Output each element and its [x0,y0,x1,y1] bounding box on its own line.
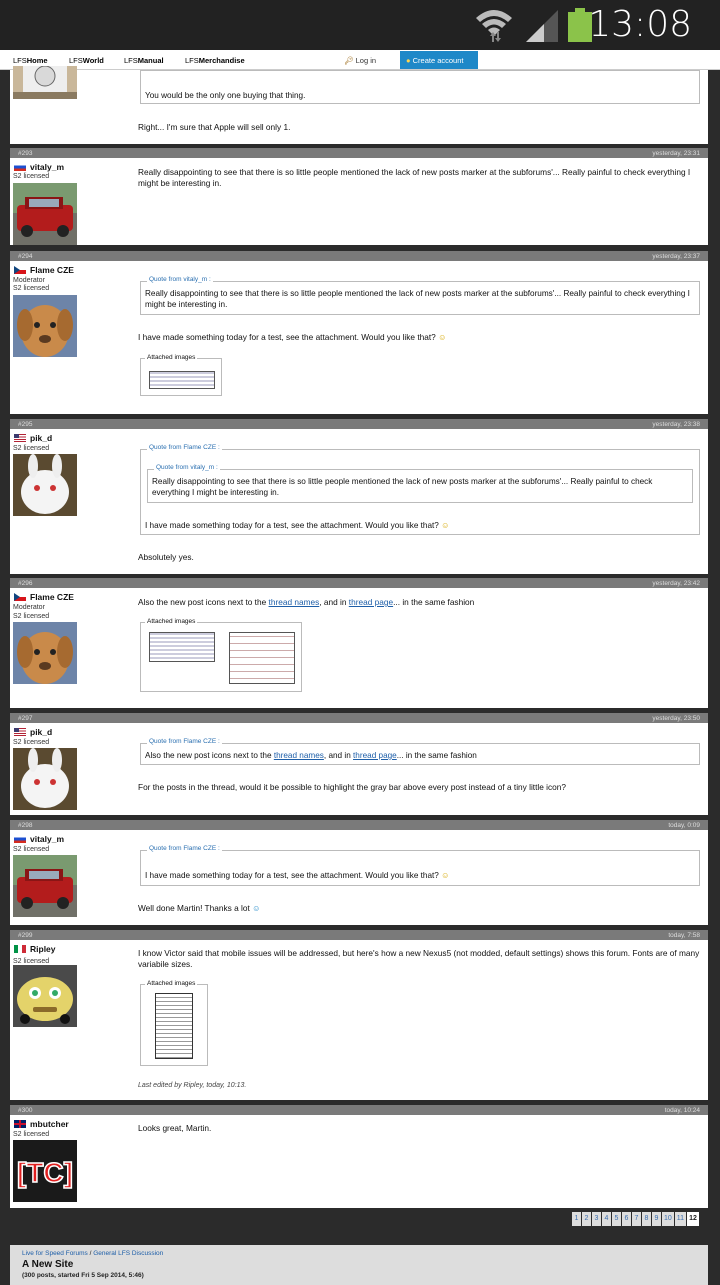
avatar[interactable] [13,454,77,516]
post-header [10,251,708,261]
post-number[interactable]: #294 [18,253,33,260]
post-header [10,578,708,588]
username[interactable]: vitaly_m [14,162,64,172]
post-author-panel [10,158,134,245]
smile-icon: ☺ [441,521,450,530]
top-navigation [0,50,720,70]
username[interactable]: mbutcher [14,1119,69,1129]
usa-flag-icon [14,434,26,442]
post-text: Absolutely yes. [138,552,194,562]
post-time: yesterday, 23:38 [652,421,700,428]
post-number[interactable]: #296 [18,580,33,587]
avatar[interactable] [13,965,77,1027]
post-text: Also the new post icons next to the thread names, and in thread page... in the same fashion [138,597,475,607]
user-role: Moderator [13,604,45,611]
avatar[interactable] [13,855,77,917]
user-role: S2 licensed [13,613,50,620]
thread-names-link[interactable]: thread names [268,597,320,607]
post-number[interactable]: #293 [18,150,33,157]
page-link[interactable]: 3 [592,1212,601,1226]
attachments-label: Attached images [147,618,196,625]
nav-home[interactable]: LFSHome [13,56,48,65]
post-header [10,820,708,830]
attachments-label: Attached images [147,354,196,361]
post-time: yesterday, 23:37 [652,253,700,260]
post-number[interactable]: #299 [18,932,33,939]
nav-manual[interactable]: LFSManual [124,56,164,65]
attachments-label: Attached images [147,980,196,987]
signal-icon [524,8,560,42]
nested-quote-block [147,464,693,503]
subforum-link[interactable]: General LFS Discussion [93,1250,164,1257]
post-author-panel [10,723,134,815]
post-header [10,1105,708,1115]
post-body [134,830,708,925]
post-author-panel [10,429,134,574]
avatar[interactable] [13,183,77,245]
page-link[interactable]: 5 [612,1212,621,1226]
user-role: S2 licensed [13,846,50,853]
username[interactable]: pik_d [14,727,52,737]
russia-flag-icon [14,835,26,843]
attachment-thumbnail[interactable] [149,371,215,389]
post-body [134,940,708,1100]
key-icon: 🔑︎ [344,56,354,65]
page-link[interactable]: 1 [572,1212,581,1226]
post-number[interactable]: #298 [18,822,33,829]
user-role: S2 licensed [13,1131,50,1138]
attachment-thumbnail[interactable] [149,632,215,662]
post-text: Right... I'm sure that Apple will sell only 1. [138,122,291,132]
post-time: today, 7:58 [668,932,700,939]
thread-title: A New Site [22,1259,74,1270]
login-link[interactable]: 🔑︎ Log in [344,56,377,65]
username[interactable]: Flame CZE [14,265,74,275]
post-body [134,588,708,708]
status-bar [0,0,720,50]
page-link[interactable]: 11 [675,1212,686,1226]
user-role: S2 licensed [13,739,50,746]
quote-block [140,276,700,315]
breadcrumb-path [22,1250,163,1257]
attachments-box [140,618,302,692]
thread-page-link[interactable]: thread page [348,597,394,607]
post-number[interactable]: #297 [18,715,33,722]
thread-page-link[interactable]: thread page [353,751,397,760]
post-header [10,148,708,158]
quote-text: Also the new post icons next to the thread names, and in thread page... in the same fashion [145,751,477,760]
post-author-panel [10,70,134,144]
post-body [134,1115,708,1208]
nav-world[interactable]: LFSWorld [69,56,104,65]
page-link[interactable]: 7 [632,1212,641,1226]
post-text: Well done Martin! Thanks a lot ☺ [138,903,261,913]
czech-flag-icon [14,593,26,601]
post-number[interactable]: #295 [18,421,33,428]
post-time: today, 10:24 [664,1107,700,1114]
page-link[interactable]: 4 [602,1212,611,1226]
user-role: S2 licensed [13,285,50,292]
post-body [134,429,708,574]
create-account-button[interactable]: ● Create account [400,51,478,69]
smile-icon: ☺ [438,332,447,342]
avatar[interactable] [13,622,77,684]
username[interactable]: vitaly_m [14,834,64,844]
quote-author[interactable]: Quote from Flame CZE : [149,738,220,745]
quote-block [140,444,700,535]
post-author-panel [10,830,134,925]
post-author-panel [10,940,134,1100]
russia-flag-icon [14,163,26,171]
quote-author[interactable]: Quote from Flame CZE : [149,444,220,451]
quote-block [140,738,700,765]
post-body [134,723,708,815]
user-role: Moderator [13,277,45,284]
quote-text: Really disappointing to see that there is so little people mentioned the lack of new posts marker at the subforums'... Really painful to check everything I might be interesting in. [145,289,690,309]
post-number[interactable]: #300 [18,1107,33,1114]
italy-flag-icon [14,945,26,953]
breadcrumb [10,1245,708,1285]
post-text: For the posts in the thread, would it be possible to highlight the gray bar above every post instead of a tiny little icon? [138,782,567,792]
user-add-icon: ● [406,56,411,65]
post-body [134,158,708,245]
page-link[interactable]: 9 [652,1212,661,1226]
user-role: S2 licensed [13,958,50,965]
post-author-panel [10,1115,134,1208]
svg-text:[TC]: [TC] [17,1157,73,1188]
quote-block [140,70,700,104]
quote-block [140,845,700,886]
avatar[interactable] [13,295,77,357]
user-role: S2 licensed [13,445,50,452]
post-author-panel [10,588,134,708]
username[interactable]: pik_d [14,433,52,443]
wifi-icon [474,6,514,44]
attachments-box [140,980,208,1066]
page-link[interactable]: 10 [662,1212,674,1226]
avatar[interactable] [13,748,77,810]
happy-icon: ☺ [252,903,261,913]
thread-names-link[interactable]: thread names [273,751,324,760]
attachment-thumbnail[interactable] [229,632,295,684]
post-time: today, 0:09 [668,822,700,829]
current-page: 12 [687,1212,699,1226]
post-text: I know Victor said that mobile issues will be addressed, but here's how a new Nexus5 (not modded, default settings) shows this forum. Fonts are of many variabile sizes. [138,948,700,969]
czech-flag-icon [14,266,26,274]
post-body [134,261,708,414]
avatar[interactable] [13,1140,77,1202]
post-text: Looks great, Martin. [138,1123,212,1133]
username[interactable]: Flame CZE [14,592,74,602]
attachments-box [140,354,222,396]
post-body [134,70,708,144]
user-role: S2 licensed [13,173,50,180]
quote-text: I have made something today for a test, see the attachment. Would you like that? ☺ [145,521,450,530]
page-link[interactable]: 2 [582,1212,591,1226]
smile-icon: ☺ [441,871,450,880]
post-time: yesterday, 23:50 [652,715,700,722]
forum-link[interactable]: Live for Speed Forums [22,1250,88,1257]
pagination [572,1212,699,1226]
post-header [10,419,708,429]
post-text: Really disappointing to see that there is so little people mentioned the lack of new posts marker at the subforums'... Really painful to check everything I might be interesting in. [138,167,691,188]
nav-merchandise[interactable]: LFSMerchandise [185,56,245,65]
post-time: yesterday, 23:42 [652,580,700,587]
thread-meta: (300 posts, started Fri 5 Sep 2014, 5:46) [22,1272,144,1279]
breadcrumb-separator: / [89,1250,92,1257]
post-text: I have made something today for a test, see the attachment. Would you like that? ☺ [138,332,447,342]
usa-flag-icon [14,728,26,736]
quote-text: I have made something today for a test, see the attachment. Would you like that? ☺ [145,871,450,880]
clock: 13:08 [588,4,692,45]
avatar[interactable] [13,66,77,99]
uk-flag-icon [14,1120,26,1128]
quote-author[interactable]: Quote from vitaly_m : [149,276,211,283]
quote-text: You would be the only one buying that thing. [145,91,306,100]
quote-author[interactable]: Quote from vitaly_m : [156,464,218,471]
post-time: yesterday, 23:31 [652,150,700,157]
username[interactable]: Ripley [14,944,56,954]
edited-note: Last edited by Ripley, today, 10:13. [138,1082,247,1089]
page-link[interactable]: 8 [642,1212,651,1226]
post-author-panel [10,261,134,414]
quote-text: Really disappointing to see that there is so little people mentioned the lack of new posts marker at the subforums'... Really painful to check everything I might be interesting in. [152,477,653,497]
page-link[interactable]: 6 [622,1212,631,1226]
quote-author[interactable]: Quote from Flame CZE : [149,845,220,852]
attachment-thumbnail[interactable] [155,993,193,1059]
post-header [10,713,708,723]
post-header [10,930,708,940]
